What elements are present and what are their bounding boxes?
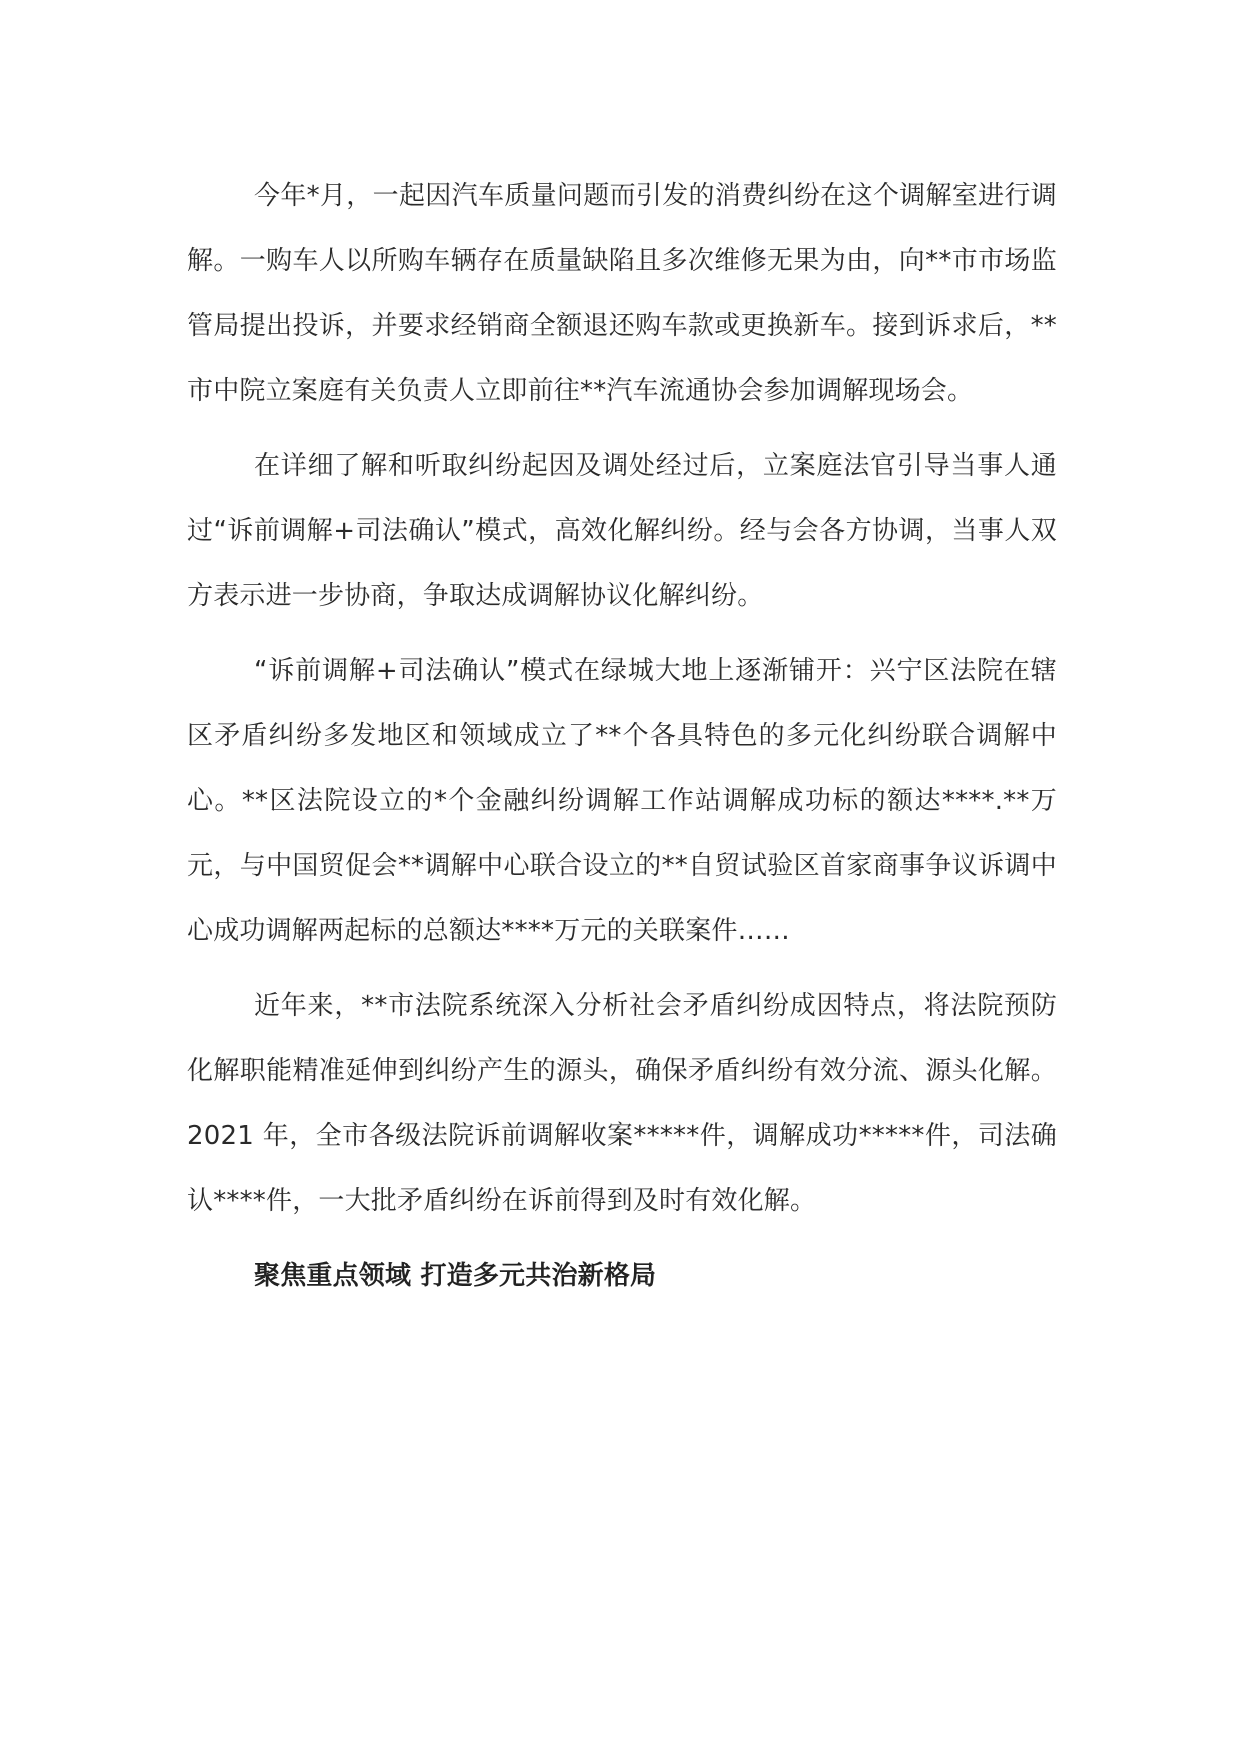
paragraph-recent-years: 近年来，**市法院系统深入分析社会矛盾纠纷成因特点，将法院预防化解职能精准延伸到纠纷产生的源头，确保矛盾纠纷有效分流、源头化解。2021 年，全市各级法院诉前调解收案*****件，调解成功*****件，司法确认****件，一大批矛盾纠纷在诉前得到及时有效化解。 [187,991,1057,1216]
paragraph-mediation-model: 在详细了解和听取纠纷起因及调处经过后，立案庭法官引导当事人通过“诉前调解+司法确认”模式，高效化解纠纷。经与会各方协调，当事人双方表示进一步协商，争取达成调解协议化解纠纷。 [187,451,1057,611]
paragraph-model-expansion: “诉前调解+司法确认”模式在绿城大地上逐渐铺开：兴宁区法院在辖区矛盾纠纷多发地区和领域成立了**个各具特色的多元化纠纷联合调解中心。**区法院设立的*个金融纠纷调解工作站调解成功标的额达****.**万元，与中国贸促会**调解中心联合设立的**自贸试验区首家商事争议诉调中心成功调解两起标的总额达****万元的关联案件…… [187,656,1057,946]
section-heading: 聚焦重点领域 打造多元共治新格局 [254,1261,657,1291]
paragraph-car-dispute: 今年*月，一起因汽车质量问题而引发的消费纠纷在这个调解室进行调解。一购车人以所购车辆存在质量缺陷且多次维修无果为由，向**市市场监管局提出投诉，并要求经销商全额退还购车款或更换新车。接到诉求后，**市中院立案庭有关负责人立即前往**汽车流通协会参加调解现场会。 [187,181,1057,406]
document-body [187,164,1057,1309]
